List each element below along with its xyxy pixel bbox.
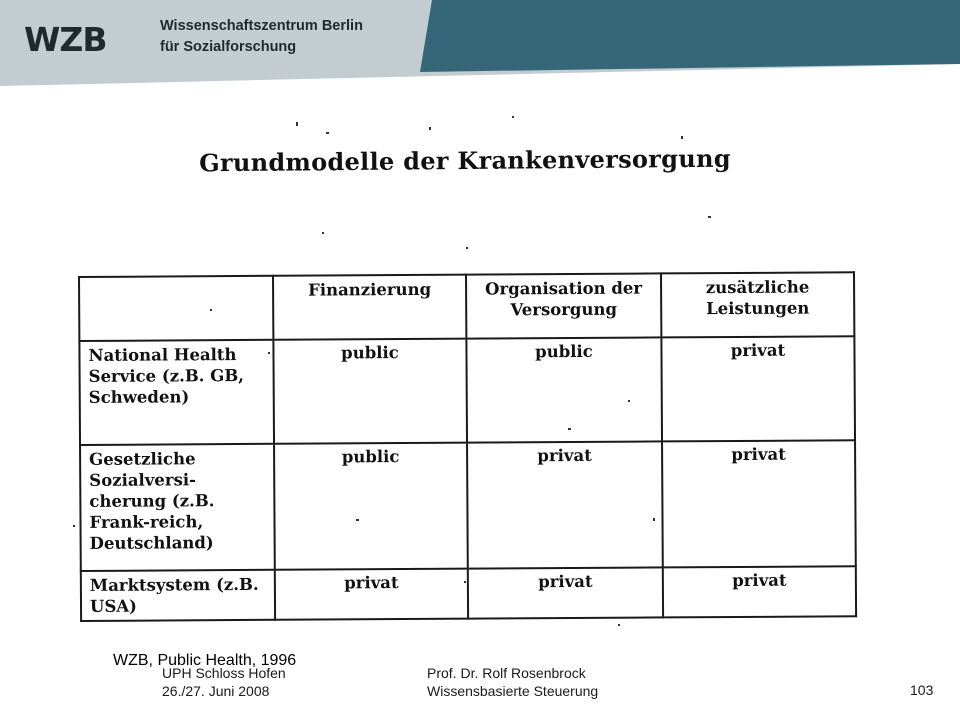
cell-zusatz: privat [661,336,855,441]
row-label-markt: Marktsystem (z.B. USA) [81,570,275,621]
header-cell-organisation: Organisation der Versorgung [466,273,661,338]
header-cell-empty [79,276,273,341]
footer-author: Prof. Dr. Rolf Rosenbrock [427,665,586,681]
footer-venue-date [162,664,286,700]
institution-line-2: für Sozialforschung [160,39,297,55]
cell-zusatz: privat [663,566,856,617]
cell-finanzierung: public [274,443,468,570]
table-row [81,566,856,621]
header-cell-zusatz: zusätzliche Leistungen [661,272,854,337]
row-label-nhs: National Health Service (z.B. GB, Schweden) [79,340,274,445]
cell-organisation: privat [468,567,663,618]
footer-venue: UPH Schloss Hofen [162,665,286,681]
source-note: WZB, Public Health, 1996 [113,652,297,669]
table-header-row [79,272,854,341]
institution-name [160,16,363,58]
cell-organisation: privat [467,441,663,568]
cell-finanzierung: public [273,339,467,444]
care-models-table [78,271,857,622]
table-row [80,440,856,571]
cell-organisation: public [466,337,662,442]
wzb-logo: WZB [24,20,107,59]
slide-title: Grundmodelle der Krankenversorgung [199,143,731,178]
header-cell-finanzierung: Finanzierung [273,275,466,340]
row-label-gkv: Gesetzliche Sozialversi-cherung (z.B. Frank-reich, Deutschland) [80,444,275,571]
header-banner [0,0,960,86]
footer-talk-title: Wissensbasierte Steuerung [427,683,599,699]
cell-zusatz: privat [662,440,856,567]
table-row [79,336,855,445]
cell-finanzierung: privat [275,569,468,620]
page-number: 103 [910,682,934,698]
header-background [0,0,960,86]
footer-author-title [427,664,598,700]
scanned-table [78,271,857,622]
footer-date: 26./27. Juni 2008 [162,683,270,699]
institution-line-1: Wissenschaftszentrum Berlin [160,18,363,34]
header-dark-band [420,0,960,72]
